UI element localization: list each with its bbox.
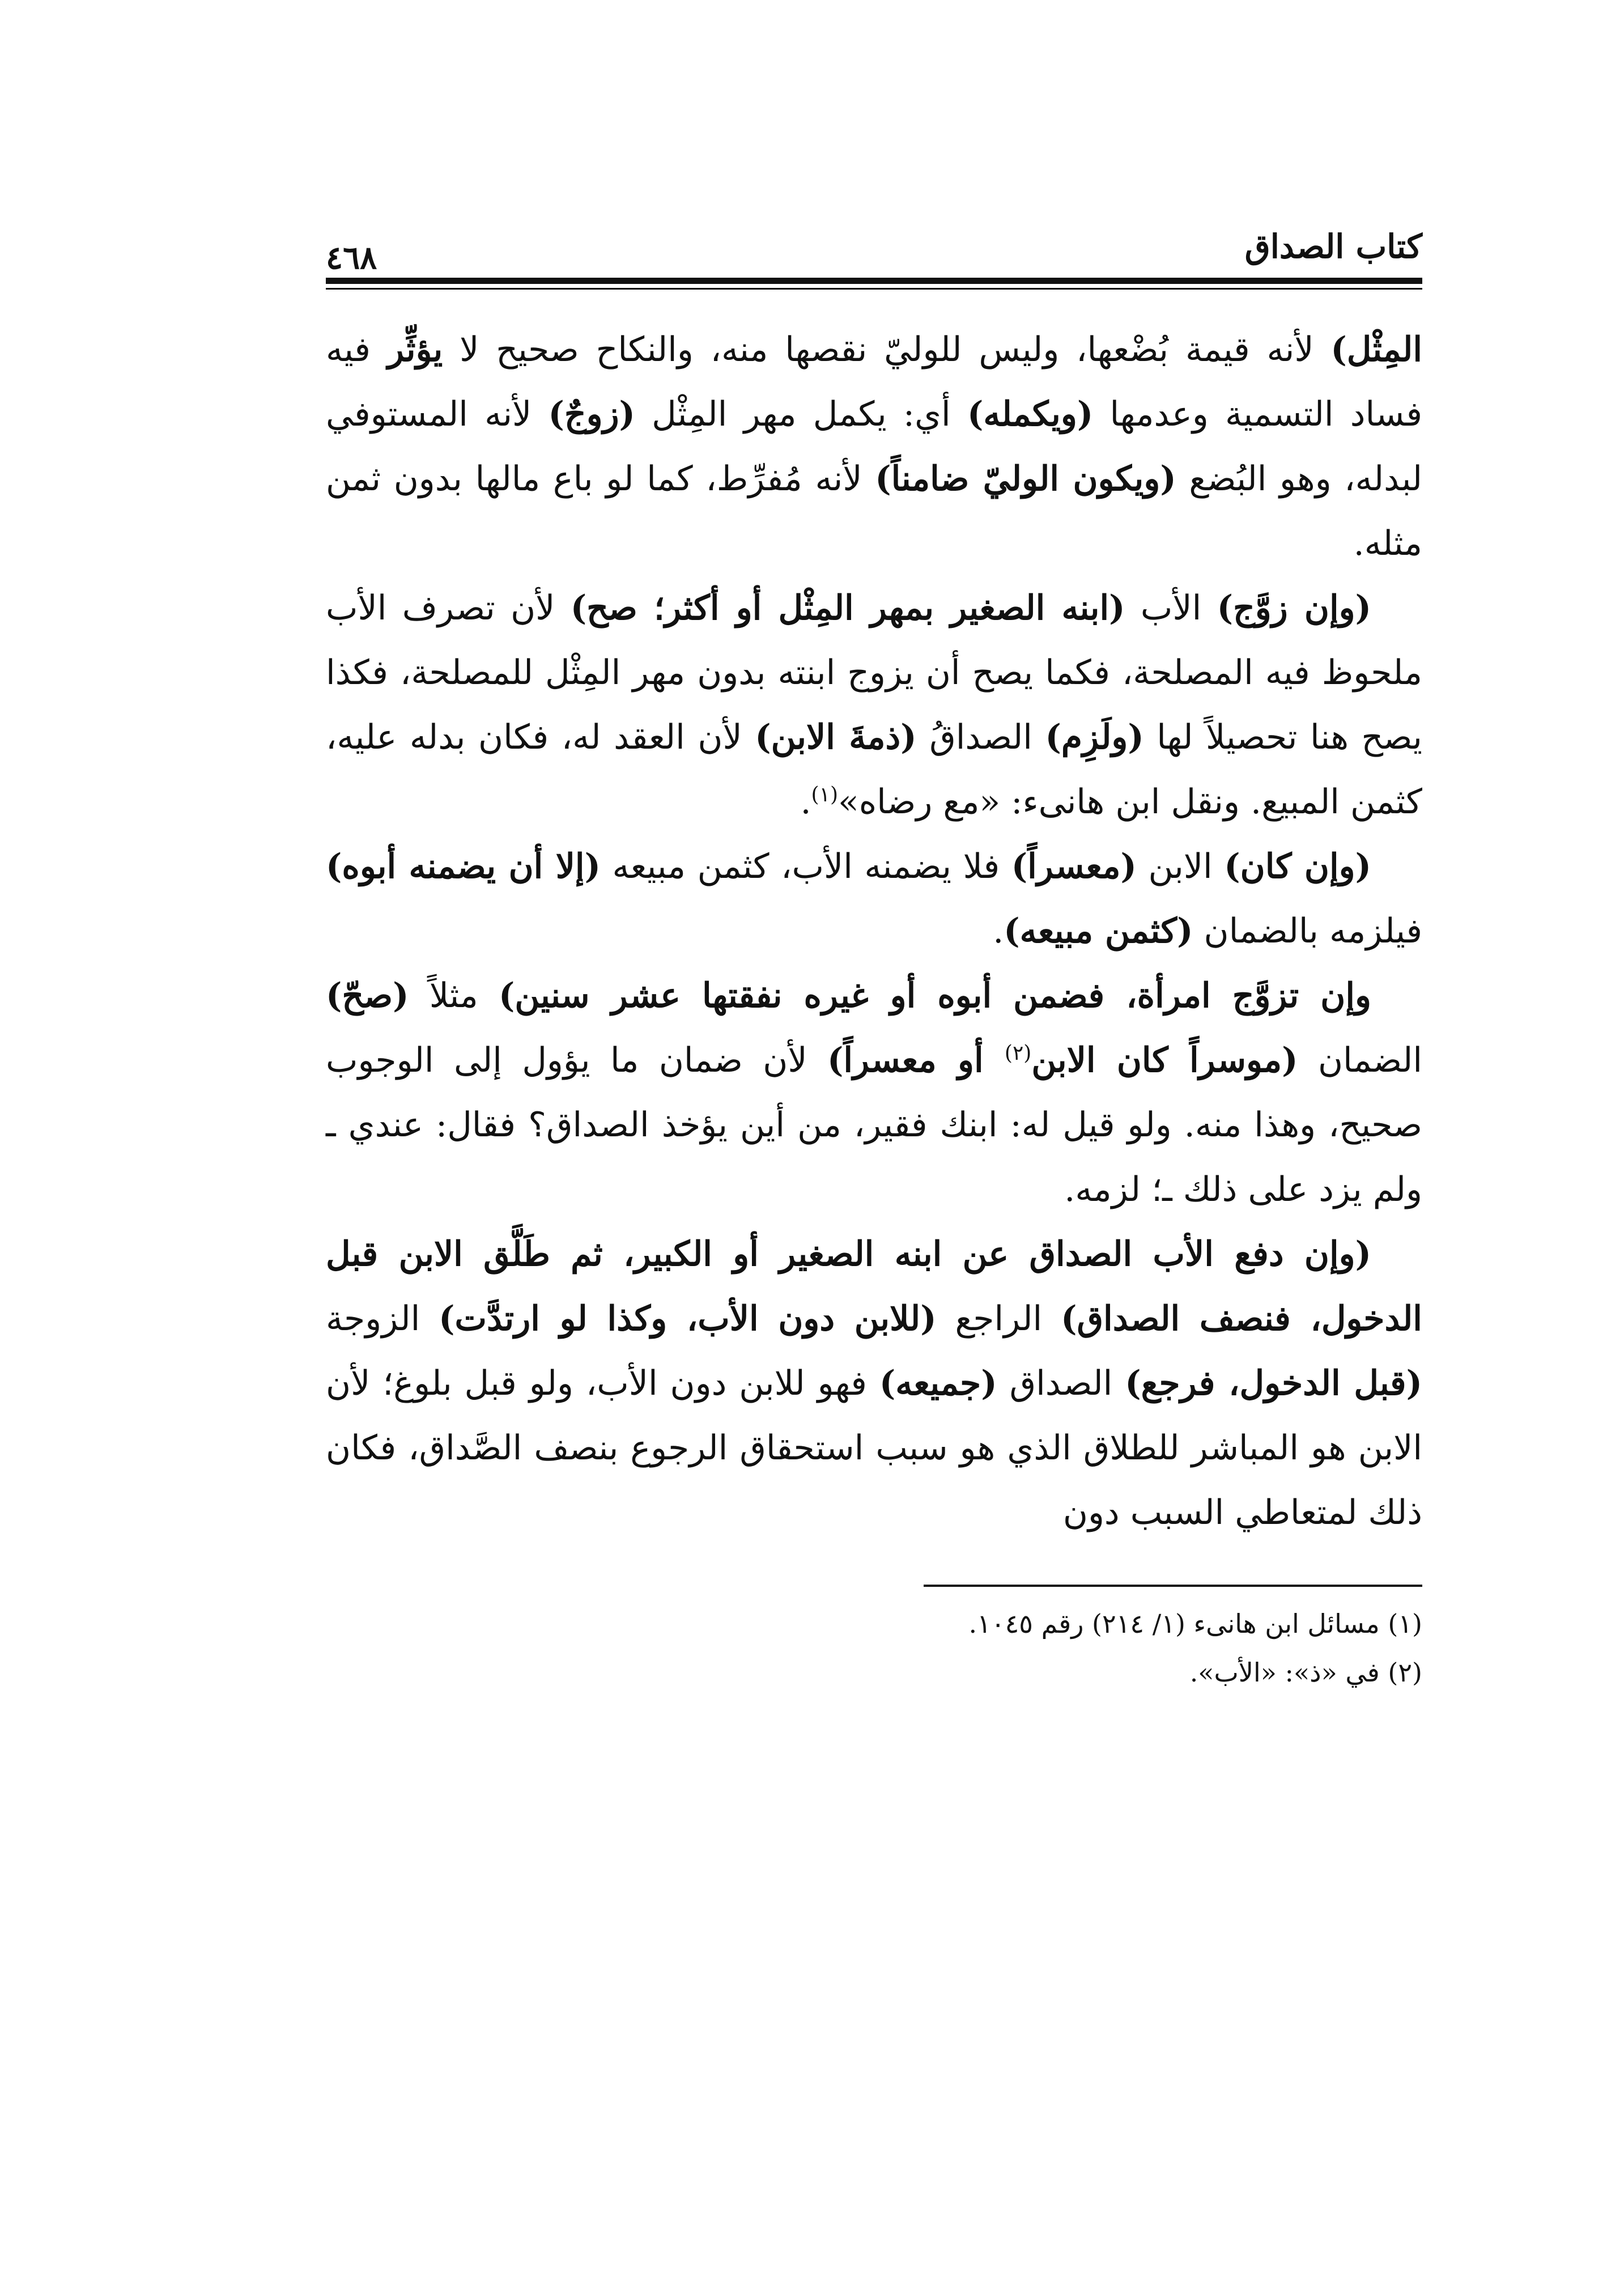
text-bold: (كثمن مبيعه) xyxy=(1004,911,1193,951)
text-run: فيه فساد التسمية وعدمها xyxy=(326,330,1422,434)
header-rule-thin xyxy=(326,288,1422,290)
text-run: الراجع xyxy=(936,1299,1061,1339)
text-run: لأنه المستوفي لبدله، وهو البُضع xyxy=(326,394,1423,499)
text-bold: يؤثِّر xyxy=(387,330,443,370)
text-run: . xyxy=(993,911,1004,951)
text-run: فلا يضمنه الأب، كثمن مبيعه xyxy=(601,847,1011,886)
book-title: كتاب الصداق xyxy=(1244,227,1422,266)
paragraph-3 xyxy=(326,834,1422,963)
text-run: لأنه قيمة بُضْعها، وليس للوليّ نقصها منه، والنكاح صحيح لا xyxy=(443,330,1331,370)
paragraph-1 xyxy=(326,317,1422,576)
footnote-1: (١) مسائل ابن هانىء (١/ ٢١٤) رقم ١٠٤٥. xyxy=(968,1608,1422,1639)
text-run: الصداقُ xyxy=(916,717,1045,757)
footnote-ref-1[interactable]: (١) xyxy=(811,783,838,806)
text-run: فيلزمه بالضمان xyxy=(1193,911,1422,951)
footnote-ref-2[interactable]: (٢) xyxy=(1004,1042,1032,1065)
text-bold: (ولَزِم) xyxy=(1045,717,1144,757)
text-bold: وإن تزوَّج امرأة، فضمن أبوه أو غيره نفقتها عشر سنين) xyxy=(498,976,1371,1016)
text-bold: (ويكون الوليّ ضامناً) xyxy=(875,459,1176,499)
book-page xyxy=(326,221,1422,2091)
text-run: لأنه مُفرِّط، كما لو باع مالها بدون ثمن مثله. xyxy=(326,459,1422,563)
text-bold: (وإن دفع الأب الصداق عن ابنه الصغير أو الكبير، ثم طَلَّق الابن قبل الدخول، فنصف الصداق) xyxy=(326,1234,1422,1339)
page-number: ٤٦٨ xyxy=(326,239,377,277)
text-run: لأن تصرف الأب ملحوظ فيه المصلحة، فكما يصح أن يزوج ابنته بدون مهر المِثْل للمصلحة، فكذا يصح هنا تحصيلاً لها xyxy=(326,588,1423,757)
text-run: الصداق xyxy=(997,1364,1125,1403)
text-run: لأن العقد له، فكان بدله عليه، كثمن المبيع. ونقل ابن هانىء: «مع رضاه» xyxy=(326,717,1422,822)
text-run: الأب xyxy=(1125,588,1217,628)
text-bold: (وإن كان) xyxy=(1224,847,1372,886)
text-bold: (للابن دون الأب، وكذا لو ارتدَّت) xyxy=(439,1299,937,1339)
text-run: فهو للابن دون الأب، ولو قبل بلوغ؛ لأن الابن هو المباشر للطلاق الذي هو سبب استحقاق الرجوع بنصف الصَّداق، فكان ذلك لمتعاطي السبب دون xyxy=(326,1364,1422,1532)
text-run: مثلاً xyxy=(409,976,499,1016)
text-bold: (موسراً كان الابن xyxy=(1031,1041,1298,1080)
text-bold: (ذمةَ الابن) xyxy=(755,717,917,757)
text-bold: (زوجٌ) xyxy=(548,394,635,434)
text-run: الابن xyxy=(1136,847,1225,886)
text-run: الضمان xyxy=(1298,1041,1423,1080)
text-bold: (جميعه) xyxy=(879,1364,997,1403)
paragraph-4 xyxy=(326,963,1422,1222)
text-run: لأن ضمان ما يؤول إلى الوجوب صحيح، وهذا منه. ولو قيل له: ابنك فقير، من أين يؤخذ الصداق؟ فقال: عندي ـ ولم يزد على ذلك ـ؛ لزمه. xyxy=(326,1041,1422,1209)
text-bold: (وإن زوَّج) xyxy=(1217,588,1371,628)
footnote-separator xyxy=(924,1585,1422,1587)
text-run: أي: يكمل مهر المِثْل xyxy=(635,394,967,434)
header-rule-thick xyxy=(326,278,1422,284)
text-bold: أو معسراً) xyxy=(827,1041,1005,1080)
body-text xyxy=(326,317,1422,1545)
text-bold: (إلا أن يضمنه أبوه) xyxy=(326,847,601,886)
text-bold: (ابنه الصغير بمهر المِثْل أو أكثر؛ صح) xyxy=(570,588,1125,628)
text-bold: (قبل الدخول، فرجع) xyxy=(1125,1364,1422,1403)
paragraph-5 xyxy=(326,1222,1422,1545)
paragraph-2 xyxy=(326,576,1422,834)
running-head xyxy=(326,221,1422,283)
text-bold: المِثْل) xyxy=(1330,330,1422,370)
text-run: . xyxy=(800,782,811,822)
text-bold: (معسراً) xyxy=(1011,847,1137,886)
footnotes xyxy=(326,1599,1422,1697)
text-bold: (ويكمله) xyxy=(967,394,1094,434)
footnote-2: (٢) في «ذ»: «الأب». xyxy=(1189,1657,1422,1688)
text-run: الزوجة xyxy=(326,1299,439,1339)
text-bold: (صحّ) xyxy=(326,976,409,1016)
